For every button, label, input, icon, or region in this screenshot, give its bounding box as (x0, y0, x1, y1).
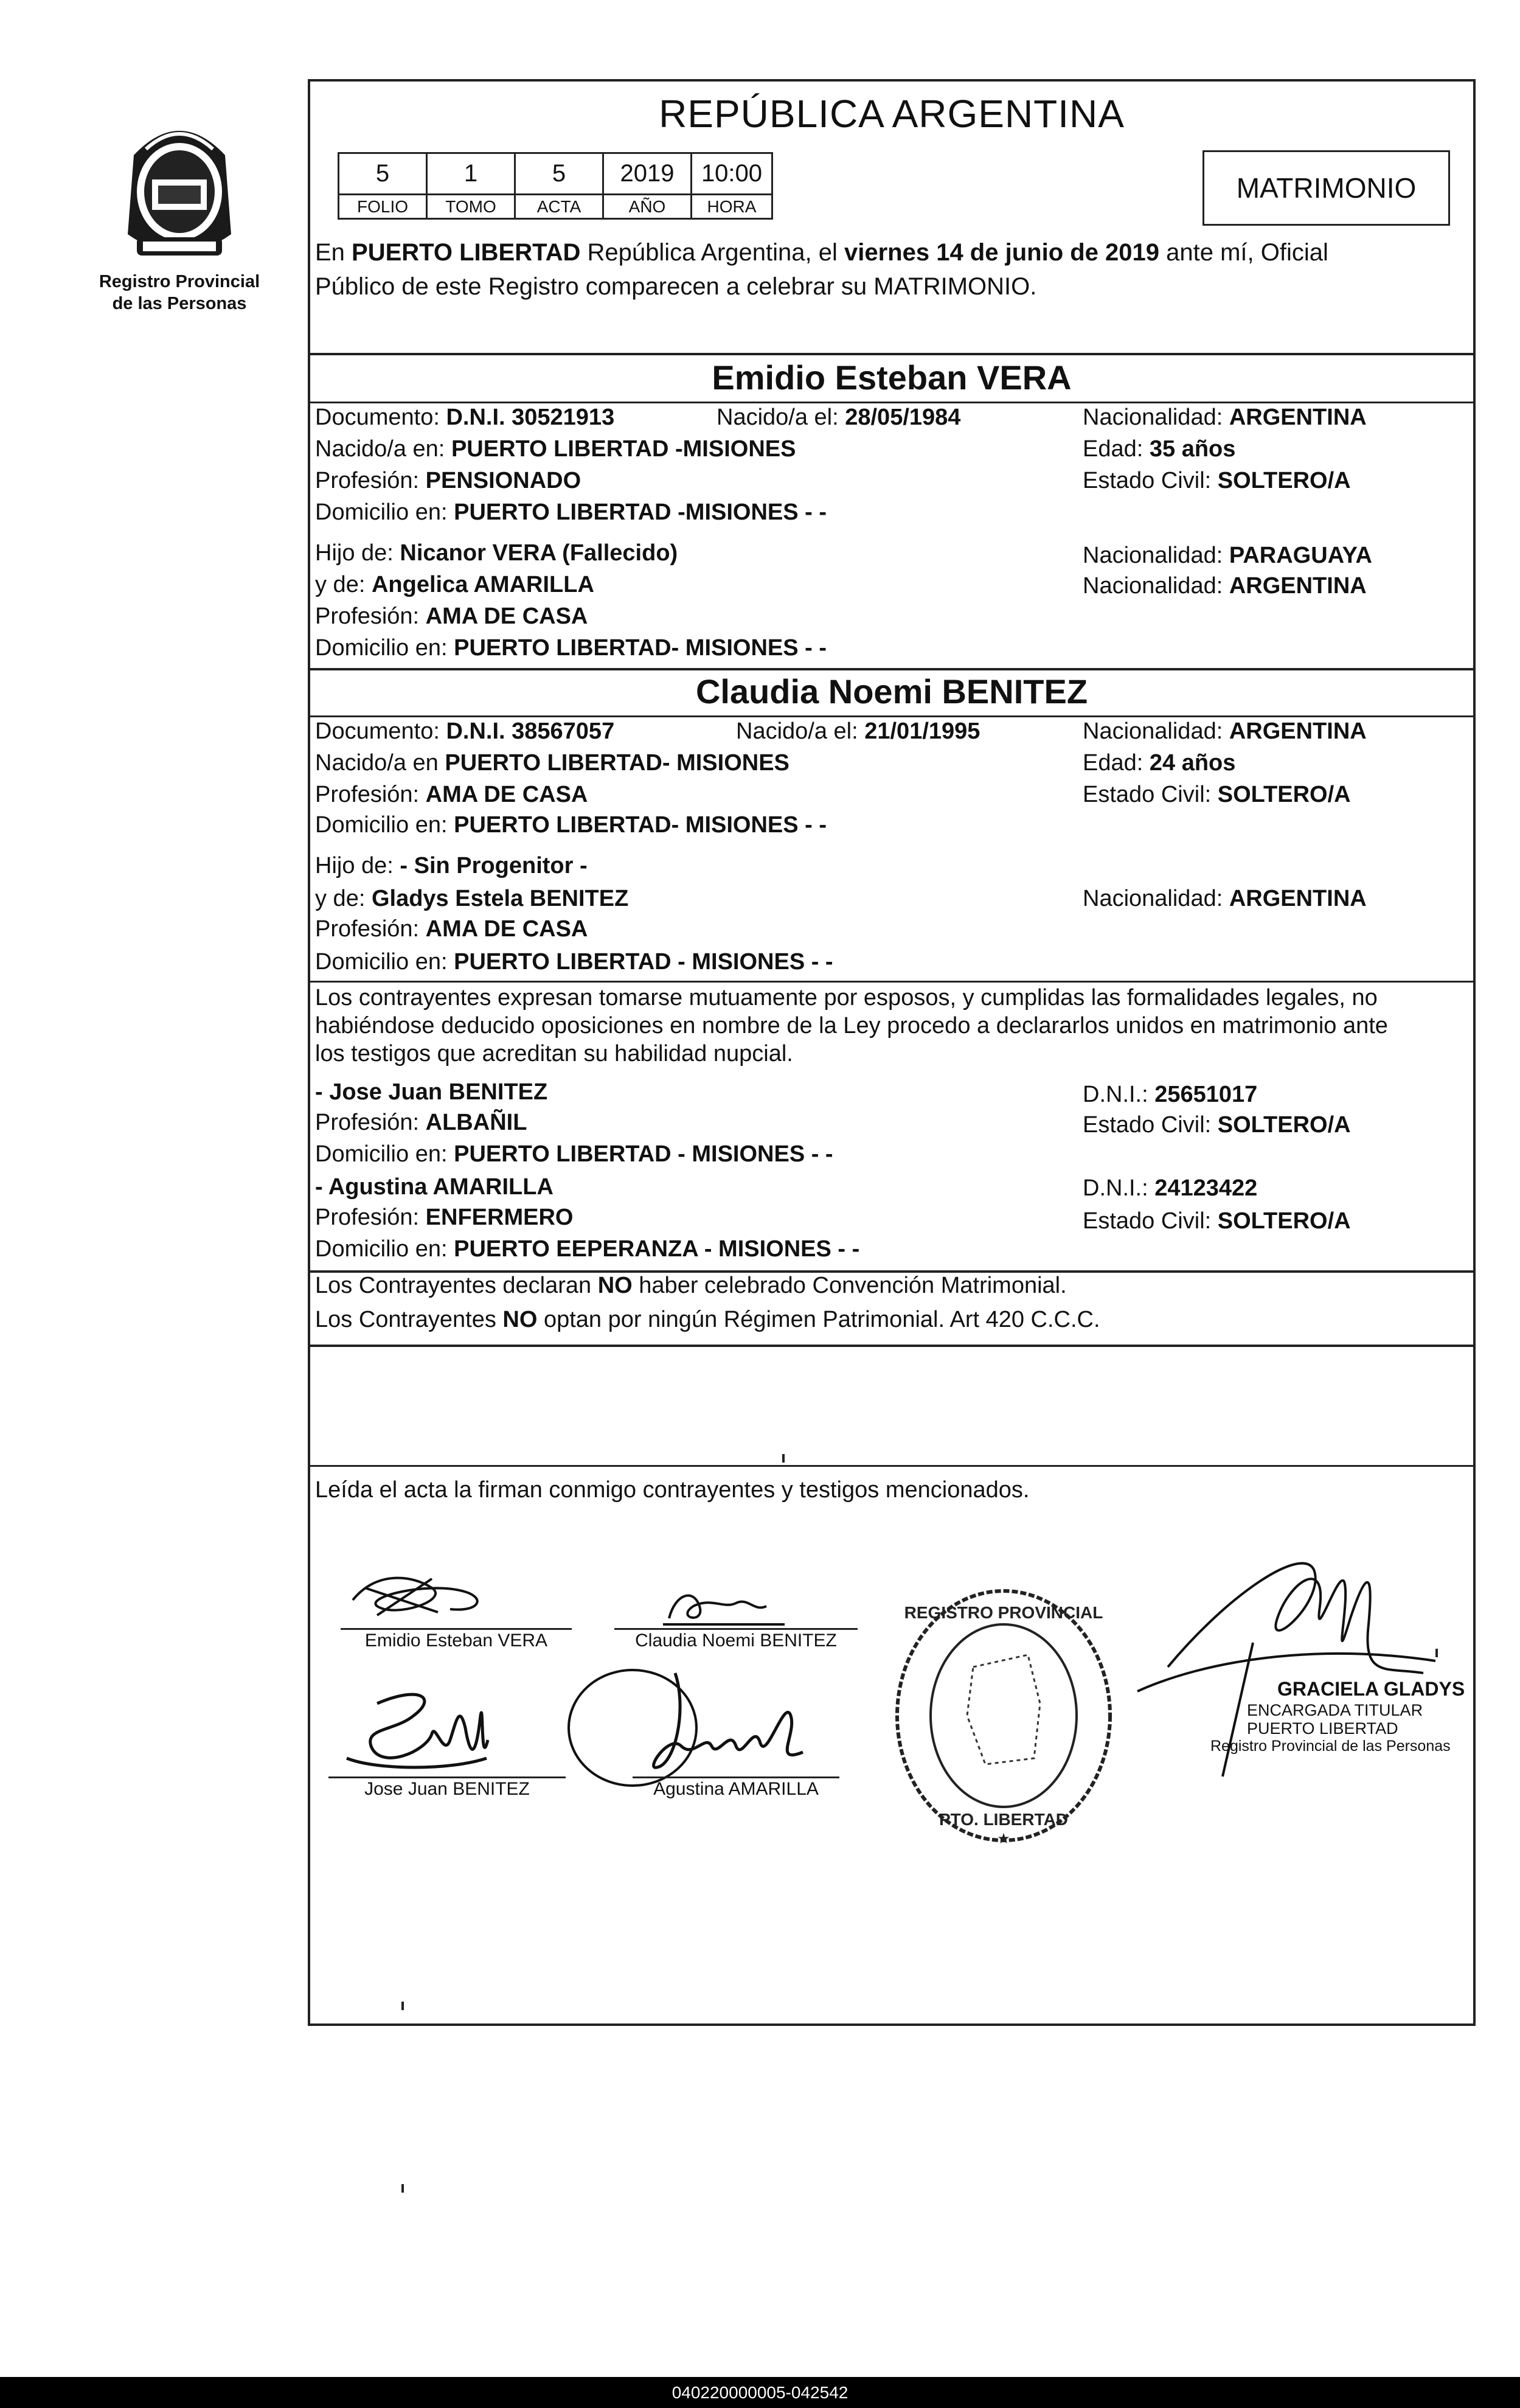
testigo2-profesion (315, 1205, 573, 1231)
tomo-value: 1 (427, 153, 515, 195)
value: AMA DE CASA (425, 916, 588, 942)
value: 24123422 (1154, 1175, 1258, 1201)
value: PENSIONADO (425, 468, 581, 493)
tomo-label: TOMO (427, 195, 515, 219)
divider (308, 981, 1476, 983)
value: PUERTO LIBERTAD- MISIONES - - (454, 812, 827, 838)
value: PUERTO LIBERTAD -MISIONES (451, 436, 796, 462)
value: AMA DE CASA (425, 604, 588, 629)
value: - Sin Progenitor - (400, 853, 588, 879)
intro-text: República Argentina, el (580, 239, 844, 266)
label: Nacido/a el: (736, 719, 858, 744)
acta-value: 5 (515, 153, 603, 195)
signature-vera-icon (341, 1564, 499, 1630)
registry-caption (85, 271, 274, 315)
label: Profesión: (315, 1205, 420, 1230)
c1-padre (315, 540, 678, 566)
convencion-line1 (315, 1273, 1067, 1299)
c2-madre-nacionalidad (1083, 886, 1367, 912)
svg-text:PTO. LIBERTAD: PTO. LIBERTAD (939, 1810, 1069, 1829)
c2-madre-profesion (315, 916, 588, 942)
divider (308, 1345, 1476, 1347)
oficial-registro: Registro Provincial de las Personas (1210, 1738, 1451, 1755)
c1-nacido-el (717, 405, 960, 431)
label: Profesión: (315, 782, 420, 807)
footer-code: 040220000005-042542 (0, 2377, 1520, 2408)
c2-nacionalidad (1083, 719, 1367, 745)
hora-value: 10:00 (692, 153, 772, 195)
c1-nacido-en (315, 436, 796, 462)
label: Profesión: (315, 916, 420, 942)
intro-text: ante mí, Oficial (1159, 239, 1328, 266)
label: Nacionalidad: (1083, 886, 1223, 911)
signature-label-vera: Emidio Esteban VERA (364, 1630, 548, 1651)
label: D.N.I.: (1083, 1175, 1148, 1201)
folio-value: 5 (339, 153, 427, 195)
text: Los Contrayentes (315, 1307, 503, 1332)
label: D.N.I.: (1083, 1082, 1148, 1107)
c2-profesion (315, 782, 588, 808)
label: Edad: (1083, 750, 1143, 776)
label: Profesión: (315, 468, 420, 493)
svg-text:REGISTRO PROVINCIAL: REGISTRO PROVINCIAL (904, 1603, 1103, 1622)
scan-speck (401, 2002, 404, 2010)
signature-line (328, 1776, 566, 1778)
divider (308, 668, 1476, 670)
signature-label-claudia: Claudia Noemi BENITEZ (635, 1630, 837, 1651)
value: PARAGUAYA (1229, 543, 1372, 568)
label: Domicilio en: (315, 949, 448, 975)
value: PUERTO LIBERTAD - MISIONES - - (454, 949, 833, 975)
value: ARGENTINA (1229, 405, 1367, 430)
label: Documento: (315, 405, 440, 430)
oficial-lugar: PUERTO LIBERTAD (1247, 1719, 1398, 1738)
c1-profesion (315, 468, 581, 494)
value: Nicanor VERA (Fallecido) (400, 540, 678, 566)
convencion-line2 (315, 1307, 1100, 1333)
c1-padre-nacionalidad (1083, 543, 1372, 569)
label: Hijo de: (315, 853, 394, 879)
testigo2-domicilio (315, 1236, 859, 1262)
label: Nacionalidad: (1083, 543, 1223, 568)
c2-padre (315, 853, 588, 879)
c2-edad (1083, 750, 1235, 776)
value: ARGENTINA (1229, 573, 1367, 599)
signature-label-jose: Jose Juan BENITEZ (364, 1779, 530, 1799)
label: Domicilio en: (315, 812, 448, 838)
value: PUERTO LIBERTAD -MISIONES - - (454, 499, 827, 525)
oficial-name: GRACIELA GLADYS (1277, 1678, 1465, 1700)
divider (308, 715, 1476, 717)
label: Estado Civil: (1083, 1112, 1212, 1138)
value: - Jose Juan BENITEZ (315, 1079, 548, 1105)
intro-place: PUERTO LIBERTAD (352, 239, 581, 266)
label: Estado Civil: (1083, 782, 1212, 807)
province-shield-icon (109, 113, 249, 271)
text: Los Contrayentes declaran (315, 1273, 598, 1298)
declaracion-line2: habiéndose deducido oposiciones en nombre de la Ley procedo a declararlos unidos en matrimonio ante (315, 1013, 1388, 1039)
c2-nacido-el (736, 719, 980, 745)
declaracion-line3: los testigos que acreditan su habilidad nupcial. (315, 1041, 793, 1067)
declaracion-line1: Los contrayentes expresan tomarse mutuamente por esposos, y cumplidas las formalidades legales, no (315, 985, 1378, 1011)
folio-label: FOLIO (339, 195, 427, 219)
value: ENFERMERO (425, 1205, 574, 1230)
value: 25651017 (1154, 1082, 1258, 1107)
svg-text:★: ★ (997, 1830, 1010, 1847)
c2-estado-civil (1083, 782, 1351, 808)
c2-madre-domicilio (315, 949, 833, 975)
intro-text: En (315, 239, 352, 266)
label: Edad: (1083, 436, 1143, 462)
value: PUERTO LIBERTAD- MISIONES - - (454, 635, 827, 661)
label: Domicilio en: (315, 635, 448, 661)
contrayente1-name: Emidio Esteban VERA (712, 358, 1072, 397)
province-seal-logo (109, 113, 249, 271)
contrayente2-name: Claudia Noemi BENITEZ (695, 672, 1088, 711)
signature-label-agustina: Agustina AMARILLA (653, 1779, 819, 1799)
signature-jose-icon (328, 1679, 511, 1783)
signature-agustina-icon (554, 1661, 845, 1789)
c2-documento (315, 719, 614, 745)
label: Nacido/a en (315, 750, 439, 776)
value: SOLTERO/A (1217, 782, 1351, 807)
testigo1-dni (1083, 1082, 1257, 1108)
label: Nacionalidad: (1083, 405, 1223, 430)
testigo2-name (315, 1174, 554, 1200)
label: Estado Civil: (1083, 468, 1212, 493)
c1-documento (315, 405, 614, 431)
value: Angelica AMARILLA (371, 572, 594, 597)
value: 35 años (1149, 436, 1236, 462)
text: NO (597, 1273, 633, 1298)
testigo1-domicilio (315, 1141, 833, 1167)
value: - Agustina AMARILLA (315, 1174, 554, 1200)
text: NO (502, 1307, 538, 1332)
signature-line (614, 1628, 858, 1630)
testigo1-profesion (315, 1110, 527, 1136)
c1-madre-profesion (315, 604, 588, 630)
c1-madre (315, 572, 594, 598)
label: y de: (315, 572, 366, 597)
c1-madre-domicilio (315, 635, 827, 661)
value: SOLTERO/A (1217, 1112, 1351, 1138)
page-title: REPÚBLICA ARGENTINA (659, 92, 1125, 136)
value: D.N.I. 30521913 (446, 405, 615, 430)
divider (308, 402, 1476, 403)
value: 24 años (1149, 750, 1236, 776)
testigo1-estado-civil (1083, 1112, 1351, 1138)
label: Nacionalidad: (1083, 573, 1223, 599)
c2-nacido-en (315, 750, 789, 776)
c1-edad (1083, 436, 1235, 462)
scan-speck (1435, 1649, 1438, 1657)
text: haber celebrado Convención Matrimonial. (632, 1273, 1067, 1298)
label: Domicilio en: (315, 1141, 448, 1167)
testigo2-estado-civil (1083, 1208, 1351, 1234)
signature-line (633, 1776, 839, 1778)
registry-stamp-icon (888, 1582, 1119, 1849)
value: SOLTERO/A (1217, 1208, 1351, 1234)
text: optan por ningún Régimen Patrimonial. Art 420 C.C.C. (537, 1307, 1100, 1332)
hora-label: HORA (692, 195, 772, 219)
folio-table (338, 152, 773, 220)
testigo2-dni (1083, 1175, 1257, 1202)
value: ARGENTINA (1229, 886, 1367, 911)
registry-caption-line2: de las Personas (112, 294, 247, 313)
value: ARGENTINA (1229, 719, 1367, 744)
registry-caption-line1: Registro Provincial (99, 272, 260, 291)
label: Hijo de: (315, 540, 394, 566)
c2-madre (315, 886, 628, 912)
label: Domicilio en: (315, 1236, 448, 1262)
acta-label: ACTA (515, 195, 603, 219)
value: Gladys Estela BENITEZ (371, 886, 629, 911)
intro-date: viernes 14 de junio de 2019 (844, 239, 1160, 266)
signature-line (341, 1628, 572, 1630)
oficial-cargo: ENCARGADA TITULAR (1247, 1701, 1423, 1719)
label: Nacido/a el: (717, 405, 839, 430)
value: 21/01/1995 (864, 719, 980, 744)
cierre-text: Leída el acta la firman conmigo contrayentes y testigos mencionados. (315, 1477, 1030, 1503)
label: Profesión: (315, 1110, 420, 1135)
value: 28/05/1984 (845, 405, 961, 430)
value: D.N.I. 38567057 (446, 719, 615, 744)
value: AMA DE CASA (425, 782, 588, 807)
value: ALBAÑIL (425, 1110, 527, 1135)
label: Domicilio en: (315, 499, 448, 525)
anio-label: AÑO (603, 195, 692, 219)
scan-speck (782, 1454, 785, 1463)
intro-line2: Público de este Registro comparecen a celebrar su MATRIMONIO. (315, 273, 1037, 300)
value: PUERTO EEPERANZA - MISIONES - - (454, 1236, 860, 1262)
scan-speck (401, 2184, 404, 2193)
divider (308, 353, 1476, 355)
c1-estado-civil (1083, 468, 1351, 494)
divider (308, 1465, 1476, 1467)
label: Estado Civil: (1083, 1208, 1212, 1234)
c1-nacionalidad (1083, 405, 1367, 431)
label: y de: (315, 886, 366, 911)
c1-madre-nacionalidad (1083, 573, 1367, 599)
label: Documento: (315, 719, 440, 744)
value: PUERTO LIBERTAD- MISIONES (445, 750, 789, 776)
value: SOLTERO/A (1217, 468, 1351, 493)
label: Nacionalidad: (1083, 719, 1223, 744)
c2-domicilio (315, 812, 827, 838)
label: Nacido/a en: (315, 436, 445, 462)
document-type-box: MATRIMONIO (1202, 150, 1450, 226)
label: Profesión: (315, 604, 420, 629)
testigo1-name (315, 1079, 547, 1105)
signature-benitez-icon (651, 1582, 797, 1630)
intro-line1 (315, 236, 1471, 269)
c1-domicilio (315, 499, 827, 526)
anio-value: 2019 (603, 153, 692, 195)
value: PUERTO LIBERTAD - MISIONES - - (454, 1141, 833, 1167)
